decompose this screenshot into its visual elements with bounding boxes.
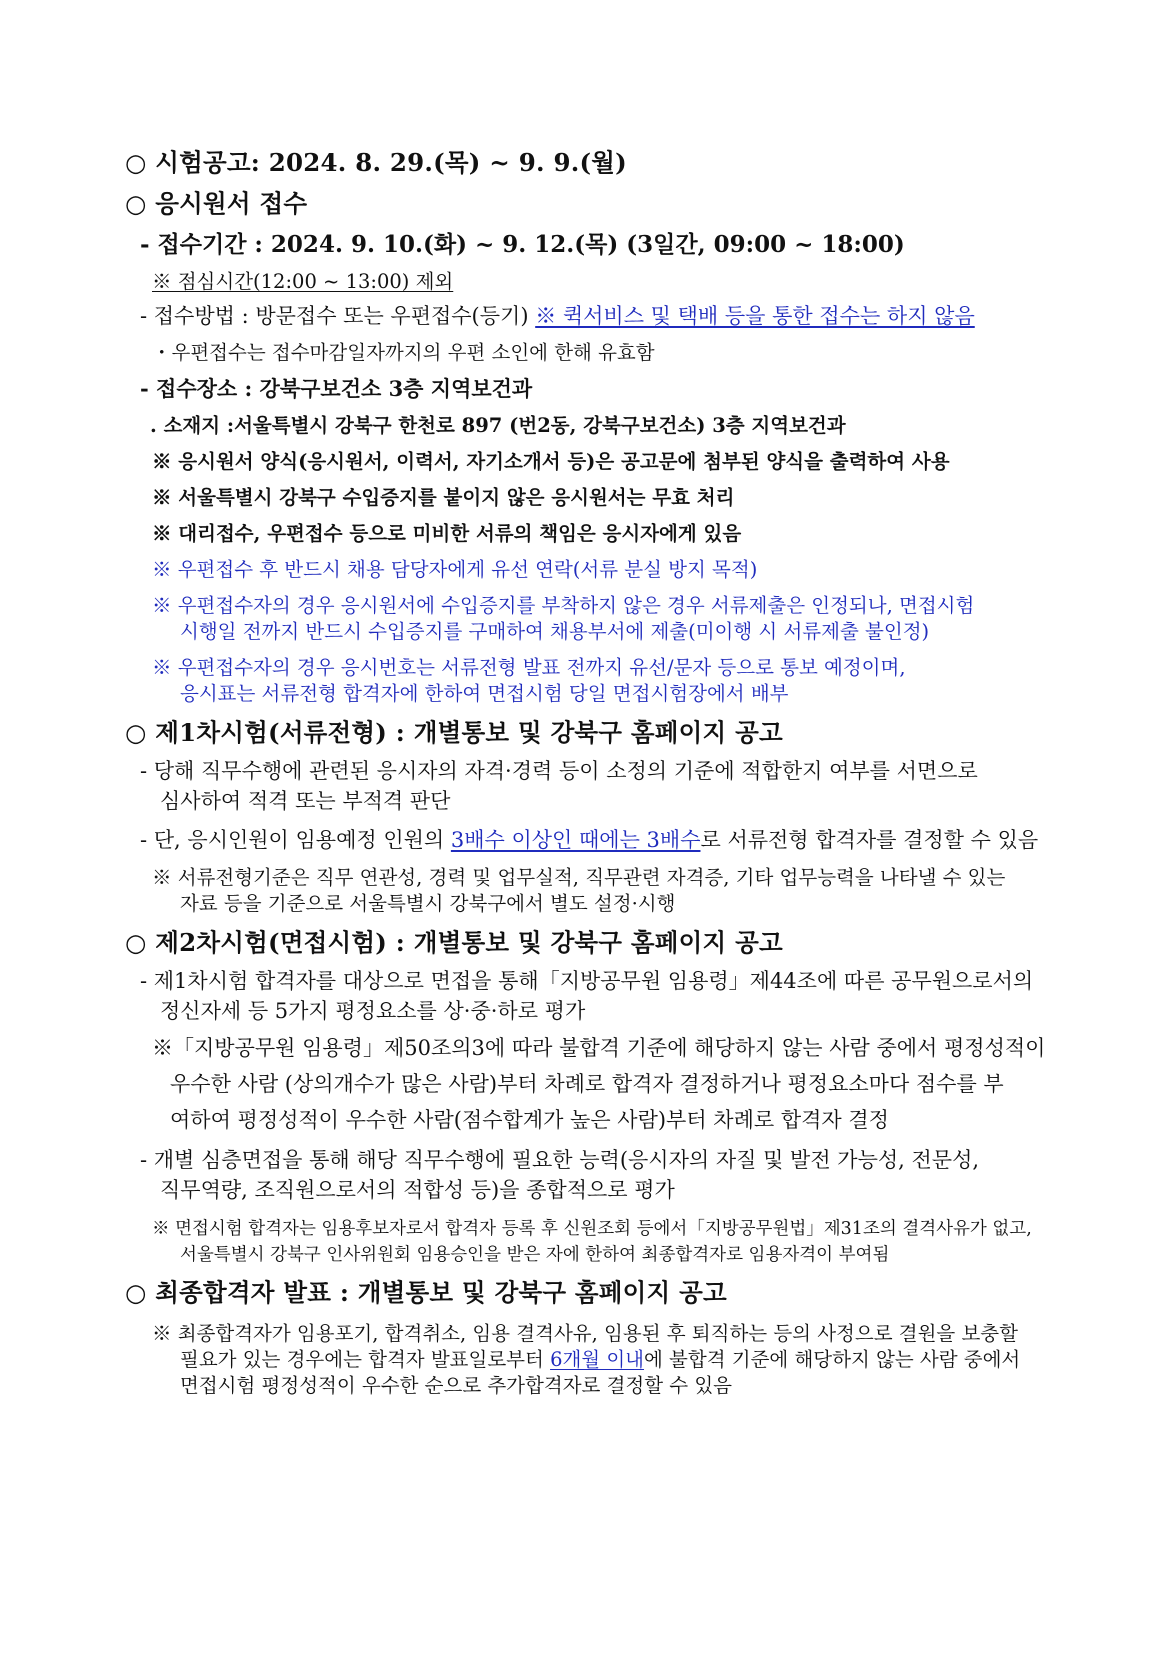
text-segment: 심사하여 적격 또는 부적격 판단 (160, 789, 451, 813)
text-line (140, 827, 1038, 853)
text-segment: ・우편접수는 접수마감일자까지의 우편 소인에 한해 유효함 (152, 341, 655, 364)
text-segment: ○ 시험공고: 2024. 8. 29.(목) ~ 9. 9.(월) (125, 148, 627, 177)
text-line (125, 928, 783, 959)
text-line (180, 620, 929, 644)
text-segment: ※ 대리접수, 우편접수 등으로 미비한 서류의 책임은 응시자에게 있음 (152, 522, 742, 545)
text-line (180, 1242, 889, 1267)
text-segment: - 개별 심층면접을 통해 해당 직무수행에 필요한 능력(응시자의 자질 및 발전 가능성, 전문성, (140, 1148, 980, 1172)
text-line (170, 1071, 1004, 1097)
text-segment: 직무역량, 조직원으로서의 적합성 등)을 종합적으로 평가 (160, 1178, 675, 1202)
text-segment: . 소재지 :서울특별시 강북구 한천로 897 (번2동, 강북구보건소) 3층 지역보건과 (150, 414, 846, 437)
text-segment: - 단, 응시인원이 임용예정 인원의 (140, 828, 451, 852)
text-line (152, 341, 655, 365)
text-line (152, 1035, 1045, 1061)
text-line (152, 270, 453, 294)
text-segment: 응시표는 서류전형 합격자에 한하여 면접시험 당일 면접시험장에서 배부 (180, 682, 789, 705)
text-line (140, 231, 905, 260)
text-segment: ※ 우편접수 후 반드시 채용 담당자에게 유선 연락(서류 분실 방지 목적) (152, 558, 758, 581)
text-line (152, 522, 741, 546)
text-segment: - 제1차시험 합격자를 대상으로 면접을 통해「지방공무원 임용령」제44조에 따른 공무원으로서의 (140, 969, 1034, 993)
highlighted-text: ※ 퀵서비스 및 택배 등을 통한 접수는 하지 않음 (535, 304, 975, 328)
text-segment: - 접수기간 : 2024. 9. 10.(화) ~ 9. 12.(목) (3일간, 09:00 ~ 18:00) (140, 231, 905, 258)
text-segment: ○ 응시원서 접수 (125, 189, 308, 218)
text-line (152, 594, 974, 618)
text-line (160, 998, 585, 1024)
text-line (160, 788, 450, 814)
text-segment: ※ 서류전형기준은 직무 연관성, 경력 및 업무실적, 직무관련 자격증, 기타 업무능력을 나타낼 수 있는 (152, 866, 1006, 889)
text-line (152, 1322, 1018, 1346)
text-segment: 필요가 있는 경우에는 합격자 발표일로부터 (180, 1348, 551, 1371)
text-segment: ※ 응시원서 양식(응시원서, 이력서, 자기소개서 등)은 공고문에 첨부된 양식을 출력하여 사용 (152, 450, 950, 473)
text-segment: ※「지방공무원 임용령」제50조의3에 따라 불합격 기준에 해당하지 않는 사람 중에서 평정성적이 (152, 1036, 1046, 1060)
text-line (152, 486, 734, 510)
text-segment: ○ 제2차시험(면접시험) : 개별통보 및 강북구 홈페이지 공고 (125, 928, 783, 957)
text-segment: ※ 우편접수자의 경우 응시번호는 서류전형 발표 전까지 유선/문자 등으로 통보 예정이며, (152, 656, 906, 679)
text-segment: 시행일 전까지 반드시 수입증지를 구매하여 채용부서에 제출(미이행 시 서류제출 불인정) (180, 620, 930, 643)
text-line (180, 1374, 732, 1398)
text-line (150, 414, 846, 438)
text-line (180, 1348, 1020, 1372)
text-line (180, 892, 675, 916)
text-line (140, 376, 532, 402)
text-segment: 서울특별시 강북구 인사위원회 임용승인을 받은 자에 한하여 최종합격자로 임용자격이 부여됨 (180, 1245, 890, 1265)
text-line (125, 718, 783, 749)
text-segment: - 당해 직무수행에 관련된 응시자의 자격·경력 등이 소정의 기준에 적합한지 여부를 서면으로 (140, 759, 978, 783)
text-segment: 우수한 사람 (상의개수가 많은 사람)부터 차례로 합격자 결정하거나 평정요소마다 점수를 부 (170, 1072, 1004, 1096)
text-segment: ※ 점심시간(12:00 ~ 13:00) 제외 (152, 270, 454, 293)
text-line (152, 656, 906, 680)
text-line (125, 189, 307, 220)
text-segment: ※ 최종합격자가 임용포기, 합격취소, 임용 결격사유, 임용된 후 퇴직하는 등의 사정으로 결원을 보충할 (152, 1322, 1018, 1345)
text-line (170, 1107, 889, 1133)
text-line (125, 1278, 727, 1309)
text-line (125, 148, 627, 179)
text-line (140, 968, 1033, 994)
highlighted-text: 3배수 이상인 때에는 3배수 (450, 828, 701, 852)
text-segment: 면접시험 평정성적이 우수한 순으로 추가합격자로 결정할 수 있음 (180, 1374, 732, 1397)
text-line (140, 758, 978, 784)
highlighted-text: 6개월 이내 (550, 1348, 645, 1371)
text-line (152, 558, 757, 582)
text-segment: 자료 등을 기준으로 서울특별시 강북구에서 별도 설정·시행 (180, 892, 676, 915)
text-line (180, 682, 789, 706)
text-line (152, 1216, 1032, 1241)
text-segment: ○ 최종합격자 발표 : 개별통보 및 강북구 홈페이지 공고 (125, 1278, 727, 1307)
text-segment: 로 서류전형 합격자를 결정할 수 있음 (700, 828, 1039, 852)
text-line (152, 866, 1005, 890)
text-line (140, 1147, 979, 1173)
text-line (160, 1177, 675, 1203)
text-segment: ※ 우편접수자의 경우 응시원서에 수입증지를 부착하지 않은 경우 서류제출은 인정되나, 면접시험 (152, 594, 975, 617)
text-segment: - 접수방법 : 방문접수 또는 우편접수(등기) (140, 304, 536, 328)
text-segment: ※ 서울특별시 강북구 수입증지를 붙이지 않은 응시원서는 무효 처리 (152, 486, 735, 509)
text-segment: 여하여 평정성적이 우수한 사람(점수합계가 높은 사람)부터 차례로 합격자 결정 (170, 1108, 889, 1132)
text-segment: 에 불합격 기준에 해당하지 않는 사람 중에서 (644, 1348, 1021, 1371)
text-segment: ※ 면접시험 합격자는 임용후보자로서 합격자 등록 후 신원조회 등에서「지방공무원법」제31조의 결격사유가 없고, (152, 1219, 1032, 1239)
text-segment: - 접수장소 : 강북구보건소 3층 지역보건과 (140, 376, 533, 401)
text-line (152, 450, 950, 474)
text-segment: ○ 제1차시험(서류전형) : 개별통보 및 강북구 홈페이지 공고 (125, 718, 783, 747)
text-segment: 정신자세 등 5가지 평정요소를 상·중·하로 평가 (160, 999, 586, 1023)
text-line (140, 303, 975, 329)
